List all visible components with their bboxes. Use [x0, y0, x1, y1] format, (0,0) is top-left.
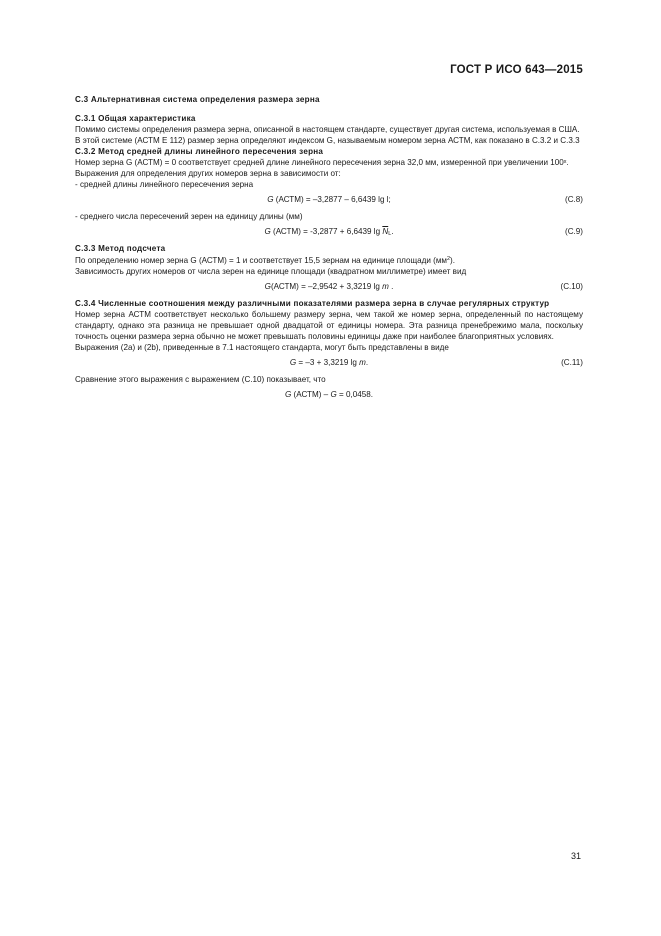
document-body: [75, 94, 583, 406]
paragraph: В этой системе (АСТМ Е 112) размер зерна определяют индексом G, называемым номером зерна АСТМ, как показано в С.3.2 и С.3.3: [75, 136, 580, 145]
formula-variable: G: [289, 358, 297, 367]
section-heading: С.3 Альтернативная система определения размера зерна: [75, 95, 320, 104]
paragraph: Зависимость других номеров от числа зерен на единице площади (квадратном миллиметре) имеет вид: [75, 267, 467, 276]
formula-c9: [75, 226, 583, 238]
formula-expression: (АСТМ) –: [291, 390, 331, 399]
paragraph: Помимо системы определения размера зерна, описанной в настоящем стандарте, существует другая система, используемая в США.: [75, 125, 580, 134]
formula-subscript: L: [388, 231, 392, 237]
formula-c11: [75, 357, 583, 369]
formula-end: .: [365, 358, 369, 367]
formula-variable: $\overline{N}$: [382, 227, 389, 236]
paragraph-text: ).: [450, 256, 455, 265]
subsection-heading-count: С.3.3 Метод подсчета: [75, 244, 166, 253]
list-item: - средней длины линейного пересечения зерна: [75, 180, 254, 189]
formula-expression: (АСТМ) = –3,2877 – 6,6439 lg l;: [273, 195, 391, 204]
paragraph: Сравнение этого выражения с выражением (С.10) показывает, что: [75, 375, 326, 384]
formula-variable: G: [330, 390, 337, 399]
formula-variable: m: [359, 358, 366, 367]
document-header: ГОСТ Р ИСО 643—2015: [450, 64, 583, 76]
page-number: 31: [570, 851, 581, 861]
formula-expression: = –3 + 3,3219 lg: [296, 358, 360, 367]
formula-variable: G: [285, 390, 292, 399]
formula-number: (С.8): [565, 195, 583, 204]
subsection-heading-relations: С.3.4 Численные соотношения между различными показателями размера зерна в случае регулярных структур: [75, 299, 550, 308]
formula-expression: (АСТМ) = –2,9542 + 3,3219 lg: [270, 282, 383, 291]
formula-expression: (АСТМ) = -3,2877 + 6,6439 lg: [270, 227, 383, 236]
formula-c10: [75, 281, 583, 293]
formula-number: (С.9): [565, 227, 583, 236]
formula-number: (С.10): [560, 282, 583, 291]
paragraph: Выражения (2а) и (2b), приведенные в 7.1 настоящего стандарта, могут быть представлены в виде: [75, 343, 449, 352]
formula-variable: G: [264, 282, 271, 291]
paragraph: Выражения для определения других номеров зерна в зависимости от:: [75, 169, 341, 178]
formula-variable: m: [382, 282, 389, 291]
formula-difference: [75, 389, 583, 401]
paragraph: Номер зерна G (АСТМ) = 0 соответствует средней длине линейного пересечения зерна 32,0 мм, измеренной при увеличении 100ˣ.: [75, 158, 569, 167]
formula-number: (С.11): [561, 358, 583, 367]
paragraph: [75, 254, 583, 266]
subsection-heading-general: С.3.1 Общая характеристика: [75, 114, 196, 123]
formula-variable: G: [267, 195, 274, 204]
paragraph-text: По определению номер зерна G (АСТМ) = 1 и соответствует 15,5 зернам на единице площади (мм: [75, 256, 447, 265]
paragraph: Номер зерна АСТМ соответствует несколько большему размеру зерна, чем такой же номер зерна, определенный по настоящему стандарту, однако эта разница не превышает одной двадцатой от единицы номера. Эта разница пренебрежимо мала, поскольку точность оценки размера зерна обычно не может превышать половины единицы даже при наиболее благоприятных условиях.: [75, 310, 583, 341]
formula-c8: [75, 194, 583, 206]
formula-end: = 0,0458.: [336, 390, 373, 399]
formula-variable: G: [264, 227, 271, 236]
superscript: 2: [446, 256, 451, 262]
list-item: - среднего числа пересечений зерен на единицу длины (мм): [75, 212, 303, 221]
formula-end: .: [388, 282, 394, 291]
subsection-heading-intercept: С.3.2 Метод средней длины линейного пересечения зерна: [75, 147, 324, 156]
formula-end: .: [391, 227, 394, 236]
